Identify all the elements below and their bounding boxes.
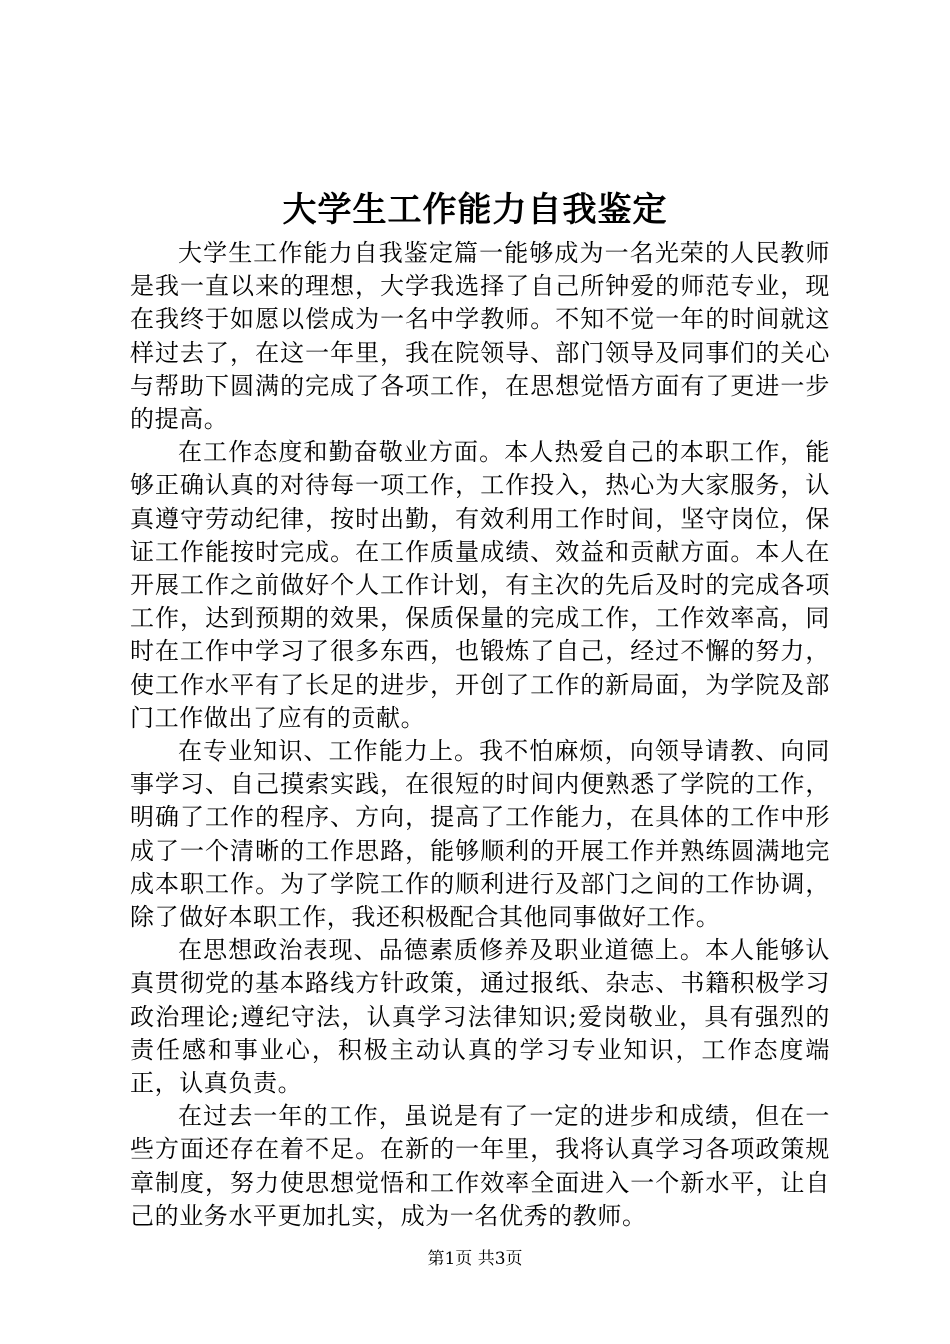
paragraph-2: 在工作态度和勤奋敬业方面。本人热爱自己的本职工作，能够正确认真的对待每一项工作，工作投入，热心为大家服务，认真遵守劳动纪律，按时出勤，有效利用工作时间，坚守岗位，保证工作能按时完成。在工作质量成绩、效益和贡献方面。本人在开展工作之前做好个人工作计划，有主次的先后及时的完成各项工作，达到预期的效果，保质保量的完成工作，工作效率高，同时在工作中学习了很多东西，也锻炼了自己，经过不懈的努力，使工作水平有了长足的进步，开创了工作的新局面，为学院及部门工作做出了应有的贡献。 <box>130 438 830 732</box>
document-body <box>130 237 830 1233</box>
paragraph-1: 大学生工作能力自我鉴定篇一能够成为一名光荣的人民教师是我一直以来的理想，大学我选择了自己所钟爱的师范专业，现在我终于如愿以偿成为一名中学教师。不知不觉一年的时间就这样过去了，在这一年里，我在院领导、部门领导及同事们的关心与帮助下圆满的完成了各项工作，在思想觉悟方面有了更进一步的提高。 <box>130 239 830 434</box>
paragraph-5: 在过去一年的工作，虽说是有了一定的进步和成绩，但在一些方面还存在着不足。在新的一年里，我将认真学习各项政策规章制度，努力使思想觉悟和工作效率全面进入一个新水平，让自己的业务水平更加扎实，成为一名优秀的教师。 <box>130 1102 830 1230</box>
document-title: 大学生工作能力自我鉴定 <box>282 190 668 230</box>
paragraph-3: 在专业知识、工作能力上。我不怕麻烦，向领导请教、向同事学习、自己摸索实践，在很短的时间内便熟悉了学院的工作，明确了工作的程序、方向，提高了工作能力，在具体的工作中形成了一个清晰的工作思路，能够顺利的开展工作并熟练圆满地完成本职工作。为了学院工作的顺利进行及部门之间的工作协调，除了做好本职工作，我还积极配合其他同事做好工作。 <box>130 737 830 932</box>
page-footer: 第1页 共3页 <box>427 1249 523 1269</box>
paragraph-4: 在思想政治表现、品德素质修养及职业道德上。本人能够认真贯彻党的基本路线方针政策，通过报纸、杂志、书籍积极学习政治理论;遵纪守法，认真学习法律知识;爱岗敬业，具有强烈的责任感和事业心，积极主动认真的学习专业知识，工作态度端正，认真负责。 <box>130 936 830 1098</box>
